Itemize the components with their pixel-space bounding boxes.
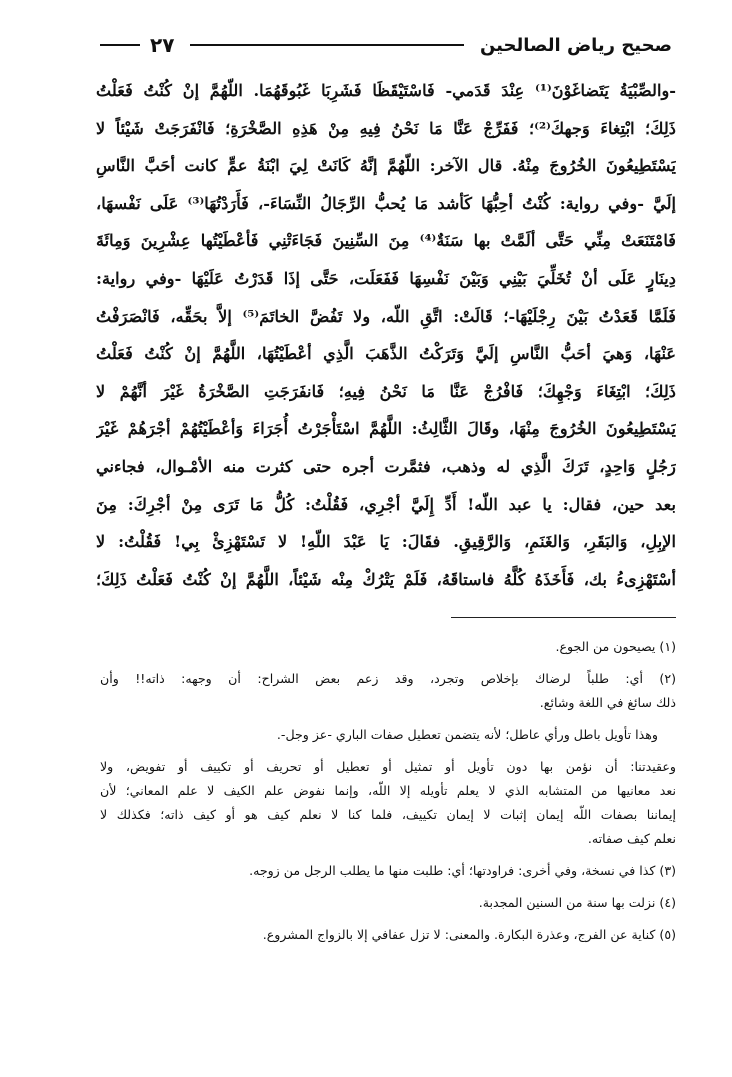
footnotes <box>100 635 676 947</box>
footnote-2-cont: ذلك سائغ في اللغة وشائع. <box>539 695 676 710</box>
header-rule <box>190 44 464 46</box>
text-line: ذَلِكَ؛ ابْتِغاءَ وَجهكَ⁽²⁾؛ فَفَرِّجْ عَنَّا مَا نَحْنُ فِيهِ مِنْ هَذِهِ الصَّخْرَةِ؛ فَانْفَرَجَتْ شَيْئاً لا <box>96 118 676 138</box>
footnote-4: (٤) نزلت بها سنة من السنين المجدبة. <box>478 895 676 910</box>
text-line: أسْتَهْزِىءُ بك، فَأَخَذَهُ كُلَّهُ فاستاقَهُ، فَلَمْ يَتْرُكْ مِنْه شَيْئاً، اللَّهُمَّ إنْ كُنْتُ فَعَلْتُ ذَلِكَ؛ <box>96 569 676 589</box>
footnote-2-cont: إيماننا بصفات اللّه إيمان إثبات لا إيمان تكييف، فلما كنا لا نعلم كيف هو أو كيف ذاته؛ فكذلك لا <box>100 807 676 822</box>
text-line: فَامْتَنَعَتْ مِنِّي حَتَّى ألَمَّتْ بها سَنَةٌ⁽⁴⁾ مِنَ السِّنِينَ فَجَاءَتْنِي فَأعْطَيْتُها عِشْرِينَ وَمِائَةَ <box>96 231 676 251</box>
footnote-5: (٥) كناية عن الفرج، وعذرة البكارة. والمعنى: لا تزل عفافي إلا بالزواج المشروع. <box>262 927 676 942</box>
text-line: عَنْهَا، وَهيَ أحَبُّ النَّاسِ إلَيَّ وَتَرَكْتُ الذَّهَبَ الَّذِي أعْطَيْتُهَا، اللَّهُمَّ إنْ كُنْتُ فَعَلْتُ <box>96 344 676 364</box>
text-line: إلَيَّ -وفي رواية: كُنْتُ أحِبُّهَا كَأشد مَا يُحبُّ الرِّجَالُ النِّسَاءَ-، فَأَرَدْتُهَا⁽³⁾ عَلَى نَفْسهَا، <box>96 193 676 213</box>
text-line: الإبِلِ، وَالبَقَرِ، وَالغَنَمِ، وَالرَّقِيقِ. فقَالَ: يَا عَبْدَ اللّهِ! لا تَسْتَهْزِئْ بِي! فَقُلْتُ: لا <box>96 532 676 552</box>
text-line: فَلَمَّا قَعَدْتُ بَيْنَ رِجْلَيْهَا-؛ قَالَتْ: اتَّقِ اللّه، ولا تَفُضَّ الخاتَمَ⁽⁵⁾ إلاَّ بحَقِّه، فَانْصَرَفْتُ <box>96 306 676 326</box>
footnote-2-cont: نعلم كيف صفاته. <box>587 831 676 846</box>
footnote-3: (٣) كذا في نسخة، وفي أخرى: فراودتها؛ أي: طلبت منها ما يطلب الرجل من زوجه. <box>249 863 676 878</box>
book-title: صحيح رياض الصالحين <box>479 34 672 56</box>
running-header <box>100 30 672 60</box>
text-line: رَجُلٍ وَاحِدٍ، تَرَكَ الَّذِي له وذهب، فثمَّرت أجره حتى كثرت منه الأمْـوال، فجاءني <box>96 456 676 476</box>
text-line: بعد حين، فقال: يا عبد اللّه! أَدِّ إِلَيَّ أجْرِي، فَقُلْتُ: كُلُّ مَا تَرَى مِنْ أجْرِكَ: مِنَ <box>96 494 676 514</box>
text-line: -والصِّبْيَةُ يَتَضاغَوْنَ⁽¹⁾ عِنْدَ قَدَمي- فَاسْتَيْقَظَا فَشَرِبَا غَبُوقَهُمَا. اللّهُمَّ إنْ كُنْتُ فَعَلْتُ <box>96 81 676 100</box>
page-number: ٢٧ <box>150 33 175 57</box>
main-text <box>96 72 676 598</box>
text-line: يَسْتَطِيعُونَ الخُرُوجَ مِنْهَا، وقَالَ الثَّالِثُ: اللَّهُمَّ اسْتَأْجَرْتُ أُجَرَاءَ وَأعْطَيْتُهُمْ أجْرَهُمْ غَيْرَ <box>96 419 676 439</box>
text-line: ذَلِكَ؛ ابْتِغَاءَ وَجْهِكَ؛ فَافْرُجْ عَنَّا مَا نَحْنُ فِيهِ؛ فَانفَرَجَتِ الصَّخْرَةُ غَيْرَ أنَّهُمْ لا <box>96 381 676 401</box>
header-rule-short <box>100 44 140 46</box>
footnote-2-cont: وهذا تأويل باطل ورأي عاطل؛ لأنه يتضمن تعطيل صفات الباري -عز وجل-. <box>276 727 658 742</box>
text-line: دِينَارٍ عَلَى أنْ تُخَلِّيَ بَيْنِي وَبَيْنَ نَفْسِهَا فَفَعَلَت، حَتَّى إذَا قَدَرْتُ عَلَيْهَا -وفي رواية: <box>96 268 676 288</box>
footnote-2-cont: نعد معانيها من المتشابه الذي لا يعلم تأويله إلا اللّه، وإنما نفوض علم الكيف لا علم المعاني؛ لأن <box>100 783 676 798</box>
footnote-2: (٢) أي: طلباً لرضاك بإخلاص وتجرد، وقد زعم بعض الشراح: أن وجهه: ذاته!! وأن <box>100 671 676 686</box>
footnote-separator <box>451 617 676 618</box>
footnote-2-cont: وعقيدتنا: أن نؤمن بها دون تأويل أو تمثيل أو تعطيل أو تحريف أو تكييف أو تفويض، ولا <box>100 759 676 774</box>
footnote-1: (١) يصيحون من الجوع. <box>555 639 676 654</box>
text-line: يَسْتَطِيعُونَ الخُرُوجَ مِنْهُ. قال الآخر: اللّهُمَّ إنَّهُ كَانَتْ لِيَ ابْنَةُ عمٍّ كانت أحَبَّ النَّاسِ <box>96 156 676 176</box>
